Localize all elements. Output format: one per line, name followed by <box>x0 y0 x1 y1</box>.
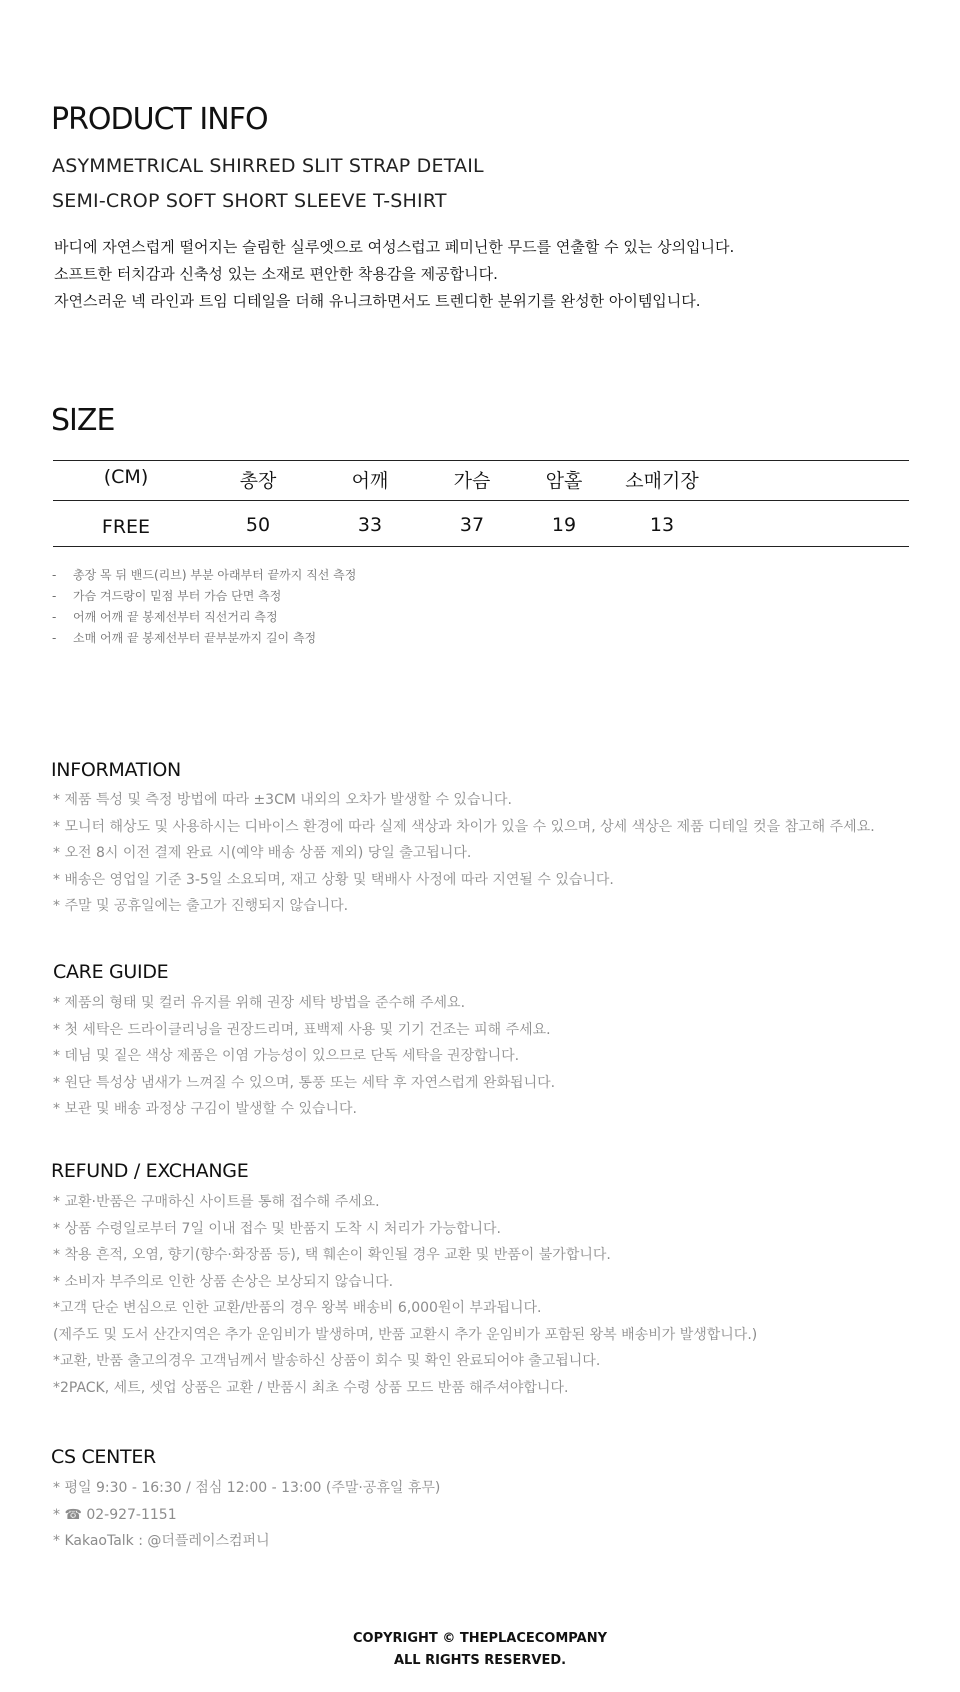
list-item: * 보관 및 배송 과정상 구김이 발생할 수 있습니다. <box>53 1101 358 1117</box>
list-item: (제주도 및 도서 산간지역은 추가 운임비가 발생하며, 반품 교환시 추가 운임비가 포함된 왕복 배송비가 발생합니다.) <box>53 1326 758 1343</box>
table-cell: 19 <box>551 514 577 536</box>
note-item <box>52 565 356 586</box>
list-item: * 교환·반품은 구매하신 사이트를 통해 접수해 주세요. <box>53 1194 380 1210</box>
column-header: 소매기장 <box>625 470 699 492</box>
description-line: 바디에 자연스럽게 떨어지는 슬림한 실루엣으로 여성스럽고 페미닌한 무드를 연출할 수 있는 상의입니다. <box>54 238 735 256</box>
note-marker: - <box>52 610 57 624</box>
description-line: 자연스러운 넥 라인과 트임 디테일을 더해 유니크하면서도 트렌디한 분위기를 완성한 아이템입니다. <box>54 292 701 310</box>
table-cell: 50 <box>245 514 271 536</box>
list-item: * 제품의 형태 및 컬러 유지를 위해 권장 세탁 방법을 준수해 주세요. <box>53 995 466 1011</box>
table-rule-middle <box>53 500 909 501</box>
list-item: * 평일 9:30 - 16:30 / 점심 12:00 - 13:00 (주말·공휴일 휴무) <box>53 1480 441 1496</box>
list-item: * 상품 수령일로부터 7일 이내 접수 및 반품지 도착 시 처리가 가능합니다. <box>53 1220 501 1237</box>
information-list <box>53 787 875 920</box>
list-item: * 오전 8시 이전 결제 완료 시(예약 배송 상품 제외) 당일 출고됩니다. <box>53 845 472 861</box>
note-item <box>52 586 356 607</box>
column-header: 어깨 <box>351 470 389 492</box>
list-item: * 원단 특성상 냄새가 느껴질 수 있으며, 통풍 또는 세탁 후 자연스럽게 완화됩니다. <box>53 1074 556 1091</box>
note-marker: - <box>52 568 57 582</box>
table-cell: 33 <box>357 514 383 536</box>
table-rule-bottom <box>53 546 909 547</box>
column-header: 총장 <box>239 470 277 492</box>
table-rule-top <box>53 460 909 461</box>
care-guide-list <box>53 990 555 1123</box>
column-header: 암홀 <box>545 470 583 492</box>
list-item: * 주말 및 공휴일에는 출고가 진행되지 않습니다. <box>53 898 349 914</box>
table-cell: 37 <box>459 514 485 536</box>
refund-list <box>53 1189 757 1401</box>
note-text: 어깨 어깨 끝 봉제선부터 직선거리 측정 <box>73 610 278 624</box>
product-subtitle-2: SEMI-CROP SOFT SHORT SLEEVE T-SHIRT <box>52 190 447 212</box>
description-line: 소프트한 터치감과 신축성 있는 소재로 편안한 착용감을 제공합니다. <box>54 265 498 283</box>
list-item: * 배송은 영업일 기준 3-5일 소요되며, 재고 상황 및 택배사 사정에 따라 지연될 수 있습니다. <box>53 871 614 888</box>
note-text: 가슴 겨드랑이 밑점 부터 가슴 단면 측정 <box>73 589 282 603</box>
note-text: 소매 어깨 끝 봉제선부터 끝부분까지 길이 측정 <box>73 631 317 645</box>
column-header: (CM) <box>103 466 149 488</box>
note-marker: - <box>52 589 57 603</box>
size-heading: SIZE <box>51 403 115 438</box>
care-guide-heading: CARE GUIDE <box>53 961 169 983</box>
note-text: 총장 목 뒤 밴드(리브) 부분 아래부터 끝까지 직선 측정 <box>73 568 357 582</box>
column-header: 가슴 <box>453 470 491 492</box>
table-cell: FREE <box>101 516 151 538</box>
list-item: * 제품 특성 및 측정 방법에 따라 ±3CM 내외의 오차가 발생할 수 있습니다. <box>53 792 512 808</box>
note-marker: - <box>52 631 57 645</box>
list-item: * 데님 및 짙은 색상 제품은 이염 가능성이 있으므로 단독 세탁을 권장합니다. <box>53 1048 520 1064</box>
list-item: * 착용 흔적, 오염, 향기(향수·화장품 등), 택 훼손이 확인될 경우 교환 및 반품이 불가합니다. <box>53 1247 611 1263</box>
list-item: *교환, 반품 출고의경우 고객님께서 발송하신 상품이 회수 및 확인 완료되어야 출고됩니다. <box>53 1353 601 1369</box>
list-item: * 소비자 부주의로 인한 상품 손상은 보상되지 않습니다. <box>53 1273 394 1290</box>
list-item: *고객 단순 변심으로 인한 교환/반품의 경우 왕복 배송비 6,000원이 부과됩니다. <box>53 1300 542 1316</box>
product-subtitle-1: ASYMMETRICAL SHIRRED SLIT STRAP DETAIL <box>52 155 484 177</box>
copyright-line: COPYRIGHT © THEPLACECOMPANY <box>353 1631 607 1646</box>
cs-center-heading: CS CENTER <box>51 1446 156 1468</box>
rights-line: ALL RIGHTS RESERVED. <box>393 1653 567 1668</box>
refund-heading: REFUND / EXCHANGE <box>51 1160 249 1182</box>
footer-copyright <box>0 1628 960 1672</box>
product-info-heading: PRODUCT INFO <box>51 102 268 137</box>
list-item: * 첫 세탁은 드라이클리닝을 권장드리며, 표백제 사용 및 기기 건조는 피해 주세요. <box>53 1021 551 1038</box>
product-description <box>54 234 734 315</box>
cs-center-list <box>53 1475 440 1555</box>
note-item <box>52 628 356 649</box>
table-cell: 13 <box>649 514 675 536</box>
list-item: * ☎ 02-927-1151 <box>53 1506 177 1523</box>
note-item <box>52 607 356 628</box>
list-item: * KakaoTalk : @더플레이스컴퍼니 <box>53 1533 270 1549</box>
refund-highlight-notice: *2PACK, 세트, 셋업 상품은 교환 / 반품시 최초 수령 상품 모드 반품 해주셔야합니다. <box>53 1379 569 1396</box>
size-notes <box>52 565 356 649</box>
list-item: * 모니터 해상도 및 사용하시는 디바이스 환경에 따라 실제 색상과 차이가 있을 수 있으며, 상세 색상은 제품 디테일 컷을 참고해 주세요. <box>53 818 875 835</box>
information-heading: INFORMATION <box>51 759 181 781</box>
